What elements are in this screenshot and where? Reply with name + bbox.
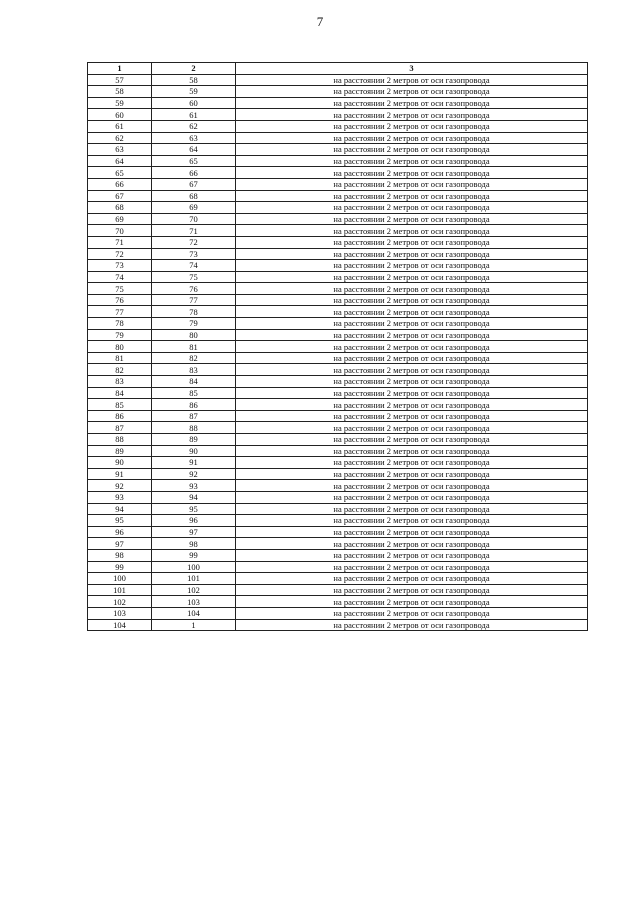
point-from-cell: 63 [88, 144, 152, 156]
description-cell: на расстоянии 2 метров от оси газопровода [236, 306, 588, 318]
point-from-cell: 58 [88, 86, 152, 98]
point-from-cell: 92 [88, 480, 152, 492]
description-cell: на расстоянии 2 метров от оси газопровода [236, 387, 588, 399]
table-row [88, 120, 588, 132]
point-to-cell: 58 [152, 74, 236, 86]
description-cell: на расстоянии 2 метров от оси газопровода [236, 596, 588, 608]
point-to-cell: 86 [152, 399, 236, 411]
point-to-cell: 67 [152, 178, 236, 190]
table-row [88, 109, 588, 121]
point-to-cell: 61 [152, 109, 236, 121]
description-cell: на расстоянии 2 метров от оси газопровода [236, 144, 588, 156]
point-to-cell: 73 [152, 248, 236, 260]
description-cell: на расстоянии 2 метров от оси газопровода [236, 74, 588, 86]
table-row [88, 167, 588, 179]
point-from-cell: 80 [88, 341, 152, 353]
point-from-cell: 99 [88, 561, 152, 573]
point-from-cell: 85 [88, 399, 152, 411]
point-from-cell: 57 [88, 74, 152, 86]
point-from-cell: 91 [88, 468, 152, 480]
description-cell: на расстоянии 2 метров от оси газопровода [236, 445, 588, 457]
table-row [88, 457, 588, 469]
point-from-cell: 66 [88, 178, 152, 190]
point-to-cell: 95 [152, 503, 236, 515]
description-cell: на расстоянии 2 метров от оси газопровода [236, 109, 588, 121]
point-to-cell: 103 [152, 596, 236, 608]
page-number: 7 [316, 14, 324, 29]
table-row [88, 573, 588, 585]
description-cell: на расстоянии 2 метров от оси газопровода [236, 120, 588, 132]
table-row [88, 376, 588, 388]
point-from-cell: 94 [88, 503, 152, 515]
description-cell: на расстоянии 2 метров от оси газопровода [236, 294, 588, 306]
point-from-cell: 60 [88, 109, 152, 121]
table-row [88, 248, 588, 260]
table-row [88, 526, 588, 538]
description-cell: на расстоянии 2 метров от оси газопровода [236, 619, 588, 631]
description-cell: на расстоянии 2 метров от оси газопровода [236, 260, 588, 272]
description-cell: на расстоянии 2 метров от оси газопровода [236, 202, 588, 214]
column-header-3: 3 [236, 63, 588, 75]
point-to-cell: 101 [152, 573, 236, 585]
point-from-cell: 59 [88, 97, 152, 109]
point-from-cell: 83 [88, 376, 152, 388]
table-row [88, 468, 588, 480]
point-from-cell: 65 [88, 167, 152, 179]
point-from-cell: 73 [88, 260, 152, 272]
point-from-cell: 102 [88, 596, 152, 608]
description-cell: на расстоянии 2 метров от оси газопровода [236, 491, 588, 503]
description-cell: на расстоянии 2 метров от оси газопровода [236, 410, 588, 422]
point-to-cell: 84 [152, 376, 236, 388]
point-to-cell: 82 [152, 352, 236, 364]
description-cell: на расстоянии 2 метров от оси газопровода [236, 271, 588, 283]
description-cell: на расстоянии 2 метров от оси газопровода [236, 236, 588, 248]
description-cell: на расстоянии 2 метров от оси газопровода [236, 503, 588, 515]
point-to-cell: 75 [152, 271, 236, 283]
point-from-cell: 75 [88, 283, 152, 295]
table-row [88, 144, 588, 156]
point-from-cell: 64 [88, 155, 152, 167]
table-row [88, 178, 588, 190]
table-row [88, 86, 588, 98]
table-row [88, 341, 588, 353]
table-row [88, 74, 588, 86]
description-cell: на расстоянии 2 метров от оси газопровода [236, 607, 588, 619]
column-header-1: 1 [88, 63, 152, 75]
description-cell: на расстоянии 2 метров от оси газопровода [236, 561, 588, 573]
point-to-cell: 79 [152, 318, 236, 330]
point-to-cell: 80 [152, 329, 236, 341]
point-from-cell: 97 [88, 538, 152, 550]
point-from-cell: 69 [88, 213, 152, 225]
table-row [88, 271, 588, 283]
point-from-cell: 93 [88, 491, 152, 503]
point-from-cell: 78 [88, 318, 152, 330]
point-to-cell: 92 [152, 468, 236, 480]
point-to-cell: 91 [152, 457, 236, 469]
point-to-cell: 70 [152, 213, 236, 225]
table-row [88, 294, 588, 306]
table-row [88, 318, 588, 330]
table-row [88, 538, 588, 550]
table-row [88, 283, 588, 295]
point-to-cell: 96 [152, 515, 236, 527]
table-row [88, 132, 588, 144]
table-body [88, 74, 588, 631]
point-from-cell: 82 [88, 364, 152, 376]
description-cell: на расстоянии 2 метров от оси газопровода [236, 457, 588, 469]
description-cell: на расстоянии 2 метров от оси газопровода [236, 480, 588, 492]
point-from-cell: 104 [88, 619, 152, 631]
point-to-cell: 71 [152, 225, 236, 237]
point-to-cell: 104 [152, 607, 236, 619]
description-cell: на расстоянии 2 метров от оси газопровода [236, 584, 588, 596]
point-to-cell: 64 [152, 144, 236, 156]
point-to-cell: 68 [152, 190, 236, 202]
point-to-cell: 81 [152, 341, 236, 353]
description-cell: на расстоянии 2 метров от оси газопровода [236, 225, 588, 237]
point-from-cell: 72 [88, 248, 152, 260]
table-header-row [88, 63, 588, 75]
point-from-cell: 74 [88, 271, 152, 283]
point-from-cell: 68 [88, 202, 152, 214]
description-cell: на расстоянии 2 метров от оси газопровода [236, 364, 588, 376]
description-cell: на расстоянии 2 метров от оси газопровода [236, 283, 588, 295]
description-cell: на расстоянии 2 метров от оси газопровода [236, 538, 588, 550]
point-to-cell: 63 [152, 132, 236, 144]
description-cell: на расстоянии 2 метров от оси газопровода [236, 526, 588, 538]
point-from-cell: 88 [88, 434, 152, 446]
table-row [88, 225, 588, 237]
point-to-cell: 99 [152, 549, 236, 561]
point-to-cell: 72 [152, 236, 236, 248]
point-to-cell: 1 [152, 619, 236, 631]
point-to-cell: 102 [152, 584, 236, 596]
point-from-cell: 103 [88, 607, 152, 619]
description-cell: на расстоянии 2 метров от оси газопровода [236, 422, 588, 434]
table-row [88, 515, 588, 527]
table-row [88, 155, 588, 167]
point-to-cell: 62 [152, 120, 236, 132]
table-row [88, 364, 588, 376]
description-cell: на расстоянии 2 метров от оси газопровода [236, 155, 588, 167]
point-from-cell: 100 [88, 573, 152, 585]
point-to-cell: 85 [152, 387, 236, 399]
point-to-cell: 89 [152, 434, 236, 446]
description-cell: на расстоянии 2 метров от оси газопровода [236, 549, 588, 561]
table-row [88, 260, 588, 272]
table-row [88, 399, 588, 411]
point-from-cell: 71 [88, 236, 152, 248]
point-from-cell: 90 [88, 457, 152, 469]
point-to-cell: 78 [152, 306, 236, 318]
point-from-cell: 81 [88, 352, 152, 364]
point-to-cell: 98 [152, 538, 236, 550]
table-row [88, 584, 588, 596]
point-from-cell: 62 [88, 132, 152, 144]
table-row [88, 329, 588, 341]
table-row [88, 352, 588, 364]
point-from-cell: 87 [88, 422, 152, 434]
description-cell: на расстоянии 2 метров от оси газопровода [236, 434, 588, 446]
description-cell: на расстоянии 2 метров от оси газопровода [236, 399, 588, 411]
point-to-cell: 65 [152, 155, 236, 167]
table-row [88, 190, 588, 202]
table-row [88, 387, 588, 399]
point-to-cell: 83 [152, 364, 236, 376]
point-from-cell: 79 [88, 329, 152, 341]
description-cell: на расстоянии 2 метров от оси газопровода [236, 248, 588, 260]
point-to-cell: 93 [152, 480, 236, 492]
point-from-cell: 86 [88, 410, 152, 422]
point-to-cell: 69 [152, 202, 236, 214]
table-row [88, 503, 588, 515]
point-to-cell: 77 [152, 294, 236, 306]
table-row [88, 422, 588, 434]
point-to-cell: 60 [152, 97, 236, 109]
description-cell: на расстоянии 2 метров от оси газопровода [236, 167, 588, 179]
description-cell: на расстоянии 2 метров от оси газопровода [236, 318, 588, 330]
point-to-cell: 90 [152, 445, 236, 457]
description-cell: на расстоянии 2 метров от оси газопровода [236, 341, 588, 353]
description-cell: на расстоянии 2 метров от оси газопровода [236, 190, 588, 202]
table-row [88, 480, 588, 492]
description-cell: на расстоянии 2 метров от оси газопровода [236, 213, 588, 225]
table-row [88, 596, 588, 608]
description-cell: на расстоянии 2 метров от оси газопровода [236, 132, 588, 144]
table-row [88, 97, 588, 109]
point-from-cell: 67 [88, 190, 152, 202]
point-to-cell: 66 [152, 167, 236, 179]
point-to-cell: 74 [152, 260, 236, 272]
point-to-cell: 76 [152, 283, 236, 295]
point-from-cell: 101 [88, 584, 152, 596]
description-cell: на расстоянии 2 метров от оси газопровода [236, 178, 588, 190]
point-to-cell: 94 [152, 491, 236, 503]
point-to-cell: 59 [152, 86, 236, 98]
table-row [88, 213, 588, 225]
description-cell: на расстоянии 2 метров от оси газопровода [236, 515, 588, 527]
table-row [88, 434, 588, 446]
table-row [88, 202, 588, 214]
table-row [88, 607, 588, 619]
point-to-cell: 87 [152, 410, 236, 422]
table-row [88, 445, 588, 457]
point-from-cell: 89 [88, 445, 152, 457]
point-from-cell: 96 [88, 526, 152, 538]
table-row [88, 561, 588, 573]
point-from-cell: 76 [88, 294, 152, 306]
description-cell: на расстоянии 2 метров от оси газопровода [236, 573, 588, 585]
point-to-cell: 88 [152, 422, 236, 434]
table-row [88, 549, 588, 561]
boundary-points-table [87, 62, 588, 631]
point-from-cell: 84 [88, 387, 152, 399]
column-header-2: 2 [152, 63, 236, 75]
point-from-cell: 98 [88, 549, 152, 561]
point-from-cell: 70 [88, 225, 152, 237]
table-row [88, 491, 588, 503]
point-from-cell: 61 [88, 120, 152, 132]
table-row [88, 236, 588, 248]
description-cell: на расстоянии 2 метров от оси газопровода [236, 329, 588, 341]
description-cell: на расстоянии 2 метров от оси газопровода [236, 86, 588, 98]
table-row [88, 619, 588, 631]
description-cell: на расстоянии 2 метров от оси газопровода [236, 376, 588, 388]
point-to-cell: 97 [152, 526, 236, 538]
table-row [88, 306, 588, 318]
table-row [88, 410, 588, 422]
point-to-cell: 100 [152, 561, 236, 573]
description-cell: на расстоянии 2 метров от оси газопровода [236, 352, 588, 364]
description-cell: на расстоянии 2 метров от оси газопровода [236, 468, 588, 480]
point-from-cell: 95 [88, 515, 152, 527]
description-cell: на расстоянии 2 метров от оси газопровода [236, 97, 588, 109]
point-from-cell: 77 [88, 306, 152, 318]
